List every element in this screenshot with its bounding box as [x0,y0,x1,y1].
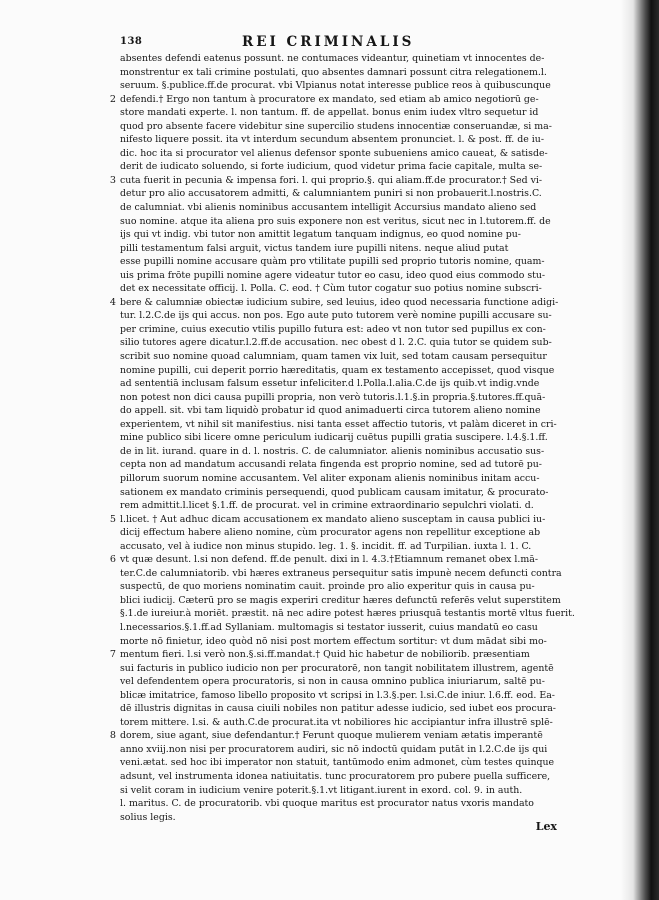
text-line [120,350,608,364]
text-line [120,486,608,500]
line-text: esse pupilli nomine accusare quàm pro vtilitate pupilli sed proprio tutoris nomine, quam- [120,256,545,268]
line-text: veni.ætat. sed hoc ibi imperator non statuit, tantūmodo enim admonet, cùm testes quinque [120,757,555,769]
marginal-number: 6 [109,554,116,566]
line-text: adsunt, vel instrumenta idonea natiuitatis. tunc procuratorem pro pubere puella sufficere, [120,770,551,782]
line-text: ter.C.de calumniatorib. vbi hæres extraneus persequitur satis impunè necem defuncti contra [120,567,562,579]
text-line [120,120,608,134]
line-text: ijs qui vt indig. vbi tutor non amittit legatum tanquam indignus, eo quod nomine pu- [120,229,521,241]
line-text: de in lit. iurand. quare in d. l. nostris. C. de calumniator. alienis nominibus accusatio sus- [120,445,545,457]
text-line [120,79,608,93]
line-text: solius legis. [120,811,176,823]
text-line [120,594,608,608]
line-text: store mandati experte. l. non tantum. ff. de appellat. bonus enim iudex vltro sequetur id [120,107,539,119]
line-text: de calumniat. vbi alienis nominibus accusantem intelligit Accursius mandato alieno sed [120,202,537,214]
line-text: det ex necessitate officij. l. Polla. C. eod. † Cùm tutor cogatur suo potius nomine subscri- [120,283,542,295]
text-line [109,553,608,567]
text-line [120,201,608,215]
marginal-number: 4 [109,296,116,308]
text-line [120,458,608,472]
line-text: derit de iudicato soluendo, si forte iudicium, quod videtur prima facie capitale, multa se- [120,161,543,173]
line-text: pillorum suorum nomine accusantem. Vel aliter exponam alienis nominibus initam accu- [120,472,540,484]
line-text: silio tutores agere dicatur.l.2.ff.de accusation. nec obest d l. 2.C. quia tutor se quidem sub- [120,337,552,349]
text-line [120,499,608,513]
text-line [120,689,608,703]
running-title: REI CRIMINALIS [242,34,415,50]
line-text: do appell. sit. vbi tam liquidò probatur id quod animaduerti circa tutorem alieno nomine [120,405,541,417]
line-text: dic. hoc ita si procurator vel alienus defensor sponte subueniens amico caueat, & satisde- [120,147,548,159]
line-text: suspectū, de quo moriens nominatim cauit. proinde pro alio experitur quis in causa pu- [120,581,535,593]
line-text: §.1.de iureiur.à moriēt. præstit. nā nec adire potest hæres priusquā testantis mortē vltus fuerit. [120,608,575,620]
text-line [120,52,608,66]
text-line [120,255,608,269]
line-text: dicij effectum habere alieno nomine, cùm procurator agens non repellitur exceptione ab [120,527,541,539]
line-text: mine publico sibi licere omne periculum iudicarij cuētus pupilli gratia suscipere. l.4.§.1.ff. [120,432,548,444]
text-line [120,147,608,161]
line-text: l. maritus. C. de procuratorib. vbi quoque maritus est procurator natus vxoris mandato [120,798,534,810]
line-text: uis prima frōte pupilli nomine agere videatur tutor eo casu, ideo quod eius commodo stu- [120,269,546,281]
text-line [120,187,608,201]
line-text: torem mittere. l.si. & auth.C.de procurat.ita vt nobiliores hic accipiantur infra illustrē splē- [120,716,553,728]
text-line [120,269,608,283]
line-text: suo nomine. atque ita aliena pro suis exponere non est veritus, sicut nec in l.tutorem.ff. de [120,215,551,227]
line-text: vel defendentem opera procuratoris, si non in causa omnino publica iniuriarum, saltē pu- [120,676,545,688]
line-text: seruum. §.publice.ff.de procurat. vbi Vlpianus notat interesse publice reos à quibuscunque [120,80,551,92]
page-number: 138 [120,36,143,47]
text-line [120,431,608,445]
line-text: absentes defendi eatenus possunt. ne contumaces videantur, quinetiam vt innocentes de- [120,53,545,64]
line-text: per crimine, cuius executio vtilis pupillo futura est: adeo vt non tutor sed pupillus ex con- [120,323,546,335]
text-line [120,567,608,581]
text-line [120,675,608,689]
text-line [120,445,608,459]
text-line [120,472,608,486]
text-line [109,513,608,527]
text-line [120,540,608,554]
line-text: cepta non ad mandatum accusandi relata fingenda est proprio nomine, sed ad tutorē pu- [120,459,542,471]
text-line [120,282,608,296]
book-binding-edge [633,0,659,900]
text-line [120,702,608,716]
text-line [120,106,608,120]
marginal-number: 3 [109,174,116,186]
text-line [120,770,608,784]
text-line [120,66,608,80]
line-text: dē illustris dignitas in causa ciuili nobiles non patitur adesse iudicio, sed iubet eos procura- [120,703,556,715]
line-text: morte nō finietur, ideo quòd nō nisi post mortem effectum sortitur: vt dum mādat sibi mo- [120,635,547,647]
text-line [109,648,608,662]
text-line [120,242,608,256]
text-line [120,662,608,676]
text-line [120,607,608,621]
text-line [120,580,608,594]
line-text: cuta fuerit in pecunia & impensa fori. l. qui proprio.§. qui aliam.ff.de procurator.† Sed vi- [120,174,543,186]
page-header [120,36,600,52]
text-line [120,215,608,229]
body-text [109,52,608,824]
text-line [120,364,608,378]
line-text: si velit coram in iudicium venire poterit.§.1.vt litigant.iurent in exord. col. 9. in auth. [120,784,523,796]
text-line [120,336,608,350]
catchword: Lex [535,820,557,833]
text-line [109,729,608,743]
line-text: pilli testamentum falsi arguit, victus tandem iure pupilli nitens. neque aliud putat [120,242,509,254]
text-line [120,784,608,798]
text-line [120,526,608,540]
text-line [109,174,608,188]
line-text: bere & calumniæ obiectæ iudicium subire, sed leuius, ideo quod necessaria functione adigi- [120,296,559,308]
text-line [120,133,608,147]
text-line [109,296,608,310]
text-line [120,621,608,635]
line-text: monstrentur ex tali crimine postulati, quo absentes damnari possunt citra relegationem.l. [120,66,547,78]
text-line [120,391,608,405]
text-line [120,323,608,337]
line-text: tur. l.2.C.de ijs qui accus. non pos. Ego aute puto tutorem verè nomine pupilli accusare su- [120,310,552,322]
line-text: blicæ imitatrice, famoso libello proposito vt scripsi in l.3.§.per. l.si.C.de iniur. l.6.ff. eod. Ea- [120,689,555,701]
line-text: quod pro absente facere videbitur sine supercilio studens innocentiæ conseruandæ, si ma- [120,120,552,132]
line-text: l.licet. † Aut adhuc dicam accusationem ex mandato alieno susceptam in causa publici iu- [120,513,546,525]
line-text: accusato, vel à iudice non minus stupido. leg. 1. §. incidit. ff. ad Turpilian. iuxta l. 1. C. [120,540,532,552]
line-text: scribit suo nomine quoad calumniam, quam tamen vix luit, sed totam causam persequitur [120,351,547,363]
line-text: non potest non dici causa pupilli propria, non verò tutoris.l.1.§.in propria.§.tutores.ff.quā- [120,391,546,403]
text-line [120,756,608,770]
line-text: nifesto liquere possit. ita vt interdum secundum absentem pronunciet. l. & post. ff. de iu- [120,134,544,146]
line-text: dorem, siue agant, siue defendantur.† Ferunt quoque mulierem veniam ætatis imperantē [120,730,543,742]
text-line [120,635,608,649]
marginal-number: 5 [109,513,116,525]
line-text: experientem, vt nihil sit manifestius. nisi tanta esset affectio tutoris, vt palàm diceret in cri- [120,418,557,430]
line-text: detur pro alio accusatorem admitti, & calumniantem puniri si non probauerit.l.nostris.C. [120,188,542,200]
marginal-number: 8 [109,730,116,742]
line-text: nomine pupilli, cui deperit porrio hæreditatis, quam ex testamento accepisset, quod visque [120,364,555,376]
marginal-number: 2 [109,93,116,105]
text-line [120,716,608,730]
text-line [120,309,608,323]
line-text: sui facturis in publico iudicio non per procuratorē, non tangit nobilitatem illustrem, agentē [120,662,554,674]
line-text: blici iudicij. Cæterū pro se magis experiri creditur hæres defunctū referēs velut superstitem [120,594,561,606]
line-text: mentum fieri. l.si verò non.§.si.ff.mandat.† Quid hic habetur de nobiliorib. præsentiam [120,649,530,661]
text-line [120,418,608,432]
line-text: vt quæ desunt. l.si non defend. ff.de penult. dixi in l. 4.3.†Etiamnum remanet obex l.mā- [120,554,539,566]
text-line [120,377,608,391]
text-line [120,404,608,418]
line-text: sationem ex mandato criminis persequendi, quod publicam causam imitatur, & procurato- [120,486,549,498]
line-text: rem admittit.l.licet §.1.ff. de procurat. vel in crimine extraordinario sepulchri violati. d. [120,500,534,512]
line-text: l.necessarios.§.1.ff.ad Syllaniam. multomagis si testator iusserit, cuius mandatū eo casu [120,621,538,633]
text-line [109,93,608,107]
line-text: defendi.† Ergo non tantum à procuratore ex mandato, sed etiam ab amico negotiorū ge- [120,93,539,105]
text-line [120,743,608,757]
line-text: anno xviij.non nisi per procuratorem audiri, sic nō indoctū quidam putāt in l.2.C.de ijs qui [120,743,548,755]
text-line [120,160,608,174]
marginal-number: 7 [109,649,116,661]
text-line [120,797,608,811]
line-text: ad sententiā inclusam falsum essetur infeliciter.d l.Polla.l.alia.C.de ijs quib.vt indig.vnde [120,378,540,390]
text-line [120,228,608,242]
